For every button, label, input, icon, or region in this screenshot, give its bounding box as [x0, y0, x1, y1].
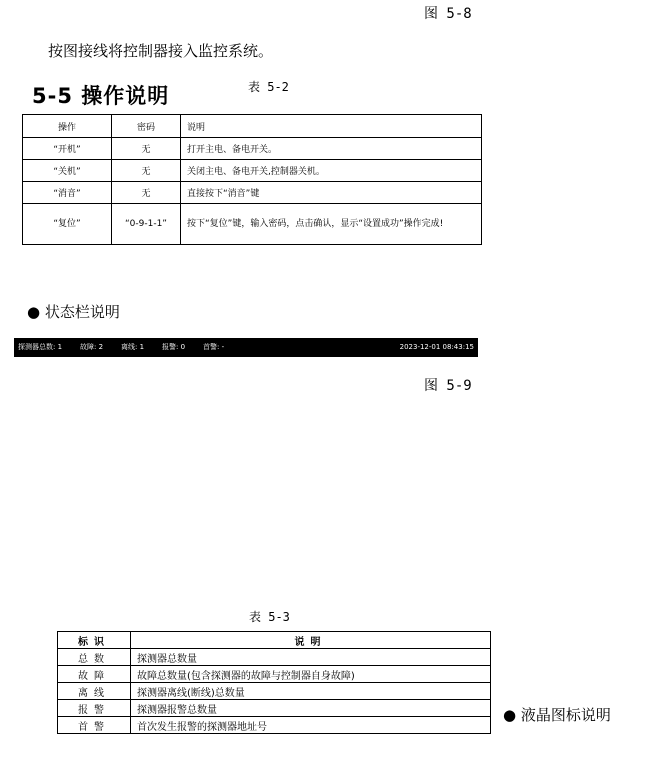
status-bar-heading-text: 状态栏说明 [44, 303, 120, 321]
explanation-cell: 探测器总数量 [131, 649, 491, 666]
explanation-cell: 探测器离线(断线)总数量 [131, 683, 491, 700]
table-header-row [23, 115, 482, 138]
operation-cell: “开机” [23, 138, 112, 160]
description-cell: 打开主电、备电开关。 [181, 138, 482, 160]
bullet-icon: ● [503, 706, 517, 724]
lcd-icon-heading [503, 704, 611, 725]
table-5-2-caption: 表 5-2 [248, 80, 289, 94]
table-5-3-caption: 表 5-3 [249, 610, 290, 624]
table-row [23, 204, 482, 245]
table-row [23, 138, 482, 160]
status-bar-heading [27, 301, 120, 322]
description-cell: 按下“复位”键，输入密码，点击确认，显示“设置成功”操作完成! [181, 204, 482, 245]
bullet-icon: ● [27, 303, 41, 321]
identifier-cell: 离线 [58, 683, 131, 700]
operation-cell: “关机” [23, 160, 112, 182]
table-row [58, 649, 491, 666]
status-fault: 故障: 2 [80, 343, 104, 351]
identifier-cell: 故障 [58, 666, 131, 683]
operation-cell: “消音” [23, 182, 112, 204]
identifier-cell: 首警 [58, 717, 131, 734]
table-row [58, 666, 491, 683]
figure-5-8-caption: 图 5-8 [424, 6, 472, 22]
operation-table [22, 114, 482, 245]
header-operation: 操作 [23, 115, 112, 138]
status-alarm: 报警: 0 [162, 343, 186, 351]
password-cell: 无 [112, 182, 181, 204]
password-cell: 无 [112, 160, 181, 182]
lcd-icon-heading-text: 液晶图标说明 [520, 706, 611, 724]
header-explanation: 说明 [131, 632, 491, 649]
header-identifier: 标识 [58, 632, 131, 649]
table-row [23, 160, 482, 182]
table-row [58, 683, 491, 700]
intro-paragraph: 按图接线将控制器接入监控系统。 [48, 42, 274, 60]
status-datetime: 2023-12-01 08:43:15 [399, 343, 474, 351]
status-icon-table [57, 631, 491, 734]
explanation-cell: 首次发生报警的探测器地址号 [131, 717, 491, 734]
identifier-cell: 总数 [58, 649, 131, 666]
status-bar [14, 338, 478, 357]
explanation-cell: 探测器报警总数量 [131, 700, 491, 717]
header-description: 说明 [181, 115, 482, 138]
figure-5-9-caption: 图 5-9 [424, 378, 472, 394]
password-cell: 无 [112, 138, 181, 160]
table-row [58, 700, 491, 717]
description-cell: 直接按下“消音”键 [181, 182, 482, 204]
header-password: 密码 [112, 115, 181, 138]
table-row [58, 717, 491, 734]
password-cell: “0-9-1-1” [112, 204, 181, 245]
description-cell: 关闭主电、备电开关,控制器关机。 [181, 160, 482, 182]
table-header-row [58, 632, 491, 649]
explanation-cell: 故障总数量(包含探测器的故障与控制器自身故障) [131, 666, 491, 683]
status-offline: 离线: 1 [121, 343, 145, 351]
operation-cell: “复位” [23, 204, 112, 245]
table-row [23, 182, 482, 204]
identifier-cell: 报警 [58, 700, 131, 717]
section-title: 5-5 操作说明 [32, 84, 170, 108]
status-total: 探测器总数: 1 [18, 343, 63, 351]
status-first-alarm: 首警: - [203, 343, 225, 351]
